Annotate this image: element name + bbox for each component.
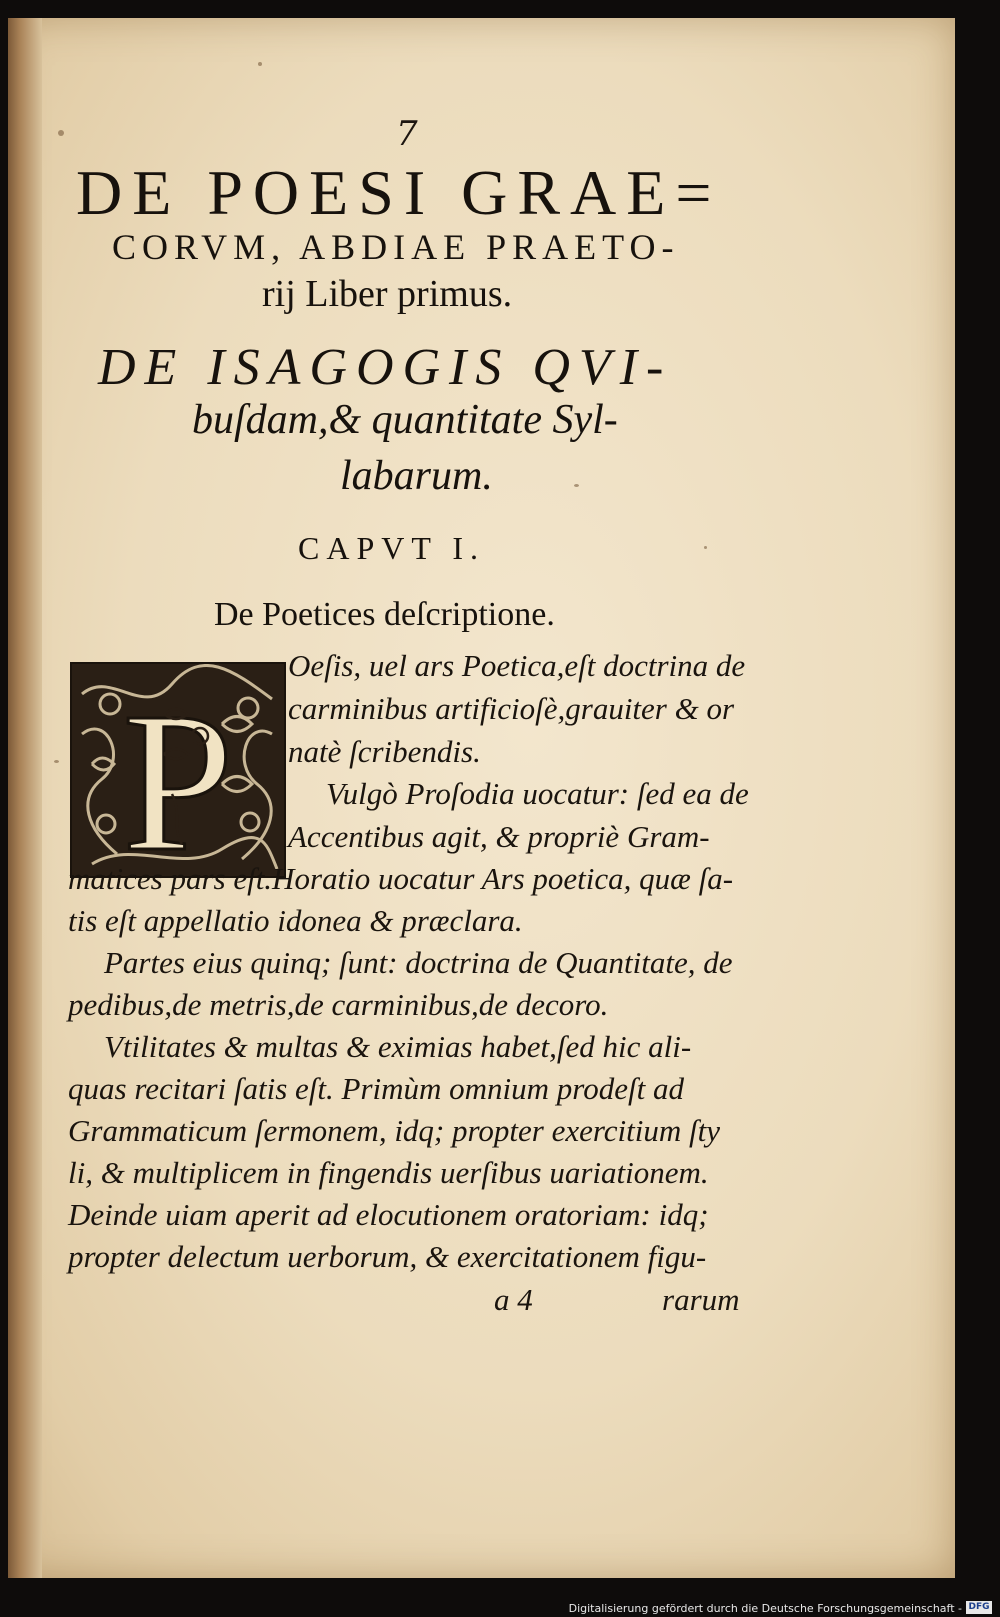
body-line: propter delectum uerborum, & exercitationem figu-: [68, 1239, 707, 1274]
body-line: Vulgò Proſodia uocatur: ſed ea de: [326, 776, 749, 811]
subtitle-line-2: buſdam,& quantitate Syl-: [192, 397, 618, 443]
page-gutter: [8, 18, 42, 1578]
subtitle-line-1: DE ISAGOGIS QVI-: [98, 339, 673, 396]
body-line: Partes eius quinq; ſunt: doctrina de Quantitate, de: [104, 945, 733, 980]
page-number: 7: [396, 114, 418, 154]
title-line-2: CORVM, ABDIAE PRAETO-: [112, 227, 680, 267]
chapter-heading: CAPVT I.: [298, 530, 485, 566]
paper-speck: [574, 484, 579, 487]
paper-speck: [54, 760, 59, 763]
body-line: Deinde uiam aperit ad elocutionem oratoriam: idq;: [68, 1197, 709, 1232]
ornament-icon: [72, 664, 284, 876]
paper-speck: [258, 62, 262, 66]
title-line-1: DE POESI GRAE=: [76, 157, 722, 228]
title-line-3: rij Liber primus.: [262, 273, 513, 315]
body-line: carminibus artificioſè,grauiter & or: [288, 691, 735, 726]
drop-cap-letter: P: [122, 672, 234, 876]
body-line: natè ſcribendis.: [288, 734, 481, 769]
body-line: matices pars eſt.Horatio uocatur Ars poetica, quæ ſa-: [68, 861, 734, 896]
body-line: Oeſis, uel ars Poetica,eſt doctrina de: [288, 648, 746, 683]
paper-speck: [58, 130, 64, 136]
book-page: [8, 18, 955, 1578]
body-line: quas recitari ſatis eſt. Primùm omnium prodeſt ad: [68, 1071, 684, 1106]
body-line: Accentibus agit, & propriè Gram-: [288, 819, 710, 854]
subtitle-line-3: labarum.: [340, 453, 493, 499]
body-line: li, & multiplicem in fingendis uerſibus uariationem.: [68, 1155, 709, 1190]
body-line: Grammaticum ſermonem, idq; propter exercitium ſty: [68, 1113, 721, 1148]
section-title: De Poetices deſcriptione.: [214, 596, 555, 633]
catchword: rarum: [662, 1282, 740, 1317]
body-line: Vtilitates & multas & eximias habet,ſed hic ali-: [104, 1029, 692, 1064]
signature-mark: a 4: [494, 1282, 533, 1317]
digitization-credit: Digitalisierung gefördert durch die Deutsche Forschungsgemeinschaft -: [568, 1602, 962, 1615]
dfg-logo-icon: DFG: [966, 1601, 992, 1614]
footer-bar: [0, 1597, 1000, 1617]
body-line: tis eſt appellatio idonea & præclara.: [68, 903, 523, 938]
decorated-initial: [70, 662, 286, 878]
paper-speck: [704, 546, 707, 549]
body-line: pedibus,de metris,de carminibus,de decoro.: [68, 987, 609, 1022]
